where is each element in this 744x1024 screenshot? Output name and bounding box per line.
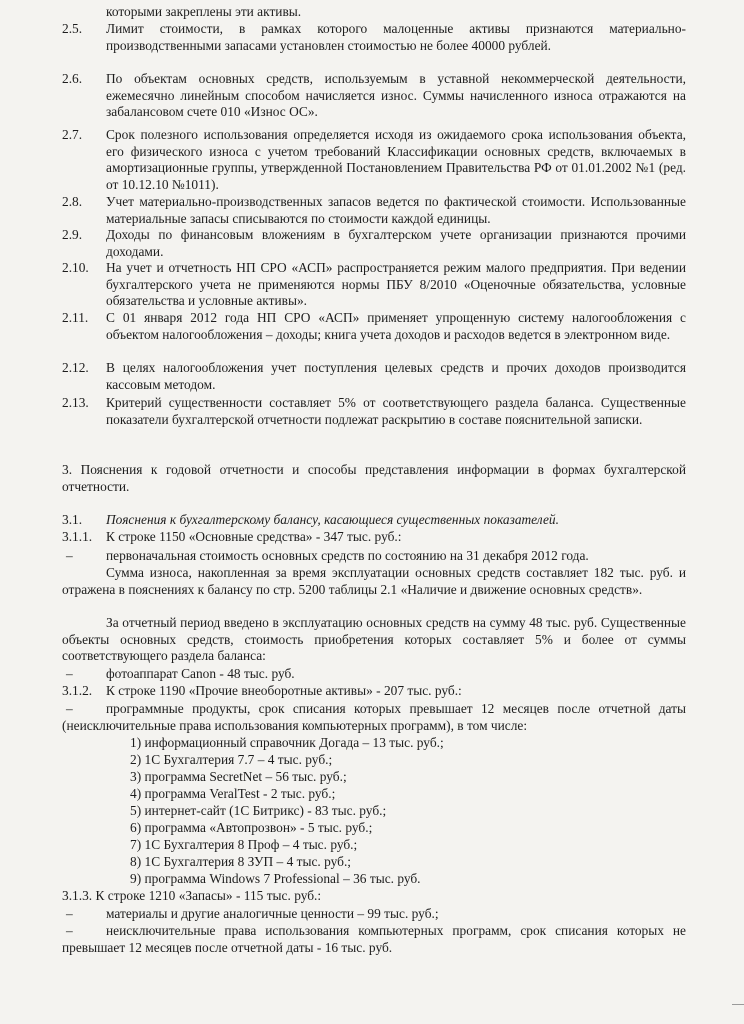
scan-edge-mark xyxy=(732,1004,744,1005)
software-list-item: 8) 1С Бухгалтерия 8 ЗУП – 4 тыс. руб.; xyxy=(130,854,352,869)
item-number: 2.8. xyxy=(62,194,83,209)
software-list-item: 5) интернет-сайт (1С Битрикс) - 83 тыс. руб.; xyxy=(130,803,387,818)
dash-bullet: – xyxy=(66,906,73,921)
section-3-1-3-title: 3.1.3. К строке 1210 «Запасы» - 115 тыс. руб.: xyxy=(62,888,322,903)
item-text: Критерий существенности составляет 5% от соответствующего раздела баланса. Существенные показатели бухгалтерской отчетности подлежат раскрытию в составе пояснительной записки. xyxy=(106,395,686,427)
item-number: 2.12. xyxy=(62,360,89,375)
software-list-item: 1) информационный справочник Догада – 13 тыс. руб.; xyxy=(130,735,444,750)
depreciation-paragraph: Сумма износа, накопленная за время эксплуатации основных средств составляет 182 тыс. руб. и отражена в пояснениях к балансу по стр. 5200 таблицы 2.1 «Наличие и движение основных средств». xyxy=(62,565,686,597)
software-list-item: 3) программа SecretNet – 56 тыс. руб.; xyxy=(130,769,347,784)
software-list-item: 9) программа Windows 7 Professional – 36 тыс. руб. xyxy=(130,871,421,886)
section-3-1-1-title: К строке 1150 «Основные средства» - 347 тыс. руб.: xyxy=(106,529,402,544)
item-number: 3.1. xyxy=(62,512,83,527)
section-3-heading: 3. Пояснения к годовой отчетности и способы представления информации в формах бухгалтерской отчетности. xyxy=(62,462,686,494)
dash-text: материалы и другие аналогичные ценности – 99 тыс. руб.; xyxy=(106,906,439,921)
commissioning-paragraph: За отчетный период введено в эксплуатацию основных средств на сумму 48 тыс. руб. Существенные объекты основных средств, стоимость приобретения которых составляет 5% и более от суммы соответствующего раздела баланса: xyxy=(62,615,686,663)
dash-bullet: – xyxy=(66,923,73,938)
section-3-1-2-title: К строке 1190 «Прочие внеоборотные активы» - 207 тыс. руб.: xyxy=(106,683,462,698)
item-text: Учет материально-производственных запасов ведется по фактической стоимости. Использованные материальные запасы списываются по стоимости каждой единицы. xyxy=(106,194,686,226)
section-3-1-title: Пояснения к бухгалтерскому балансу, касающиеся существенных показателей. xyxy=(106,512,559,527)
item-number: 2.10. xyxy=(62,260,89,275)
software-list-item: 4) программа VeralTest - 2 тыс. руб.; xyxy=(130,786,336,801)
item-number: 2.6. xyxy=(62,71,83,86)
item-text: С 01 января 2012 года НП СРО «АСП» применяет упрощенную систему налогообложения с объектом налогообложения – доходы; книга учета доходов и расходов ведется в электронном виде. xyxy=(106,310,686,342)
software-list-item: 7) 1С Бухгалтерия 8 Проф – 4 тыс. руб.; xyxy=(130,837,358,852)
licenses-paragraph: неисключительные права использования компьютерных программ, срок списания которых не превышает 12 месяцев после отчетной даты - 16 тыс. руб. xyxy=(62,923,686,955)
item-number: 2.7. xyxy=(62,127,83,142)
item-number: 2.13. xyxy=(62,395,89,410)
dash-bullet: – xyxy=(66,666,73,681)
item-text: На учет и отчетность НП СРО «АСП» распространяется режим малого предприятия. При ведении бухгалтерского учета не применяются нормы ПБУ 8/2010 «Оценочные обязательства, условные обязательства и условные активы». xyxy=(106,260,686,308)
software-intro: программные продукты, срок списания которых превышает 12 месяцев после отчетной даты (неисключительные права использования компьютерных программ), в том числе: xyxy=(62,701,686,733)
item-number: 2.11. xyxy=(62,310,89,325)
continuation-line: которыми закреплены эти активы. xyxy=(106,4,302,19)
item-text: Лимит стоимости, в рамках которого малоценные активы признаются материально-производственными запасами установлен стоимостью не более 40000 рублей. xyxy=(106,21,686,53)
item-text: В целях налогообложения учет поступления целевых средств и прочих доходов производится кассовым методом. xyxy=(106,360,686,392)
item-text: Срок полезного использования определяется исходя из ожидаемого срока использования объекта, его физического износа с учетом требований Классификации основных средств, включаемых в амортизационные группы, утвержденной Постановлением Правительства РФ от 01.01.2002 №1 (ред. от 10.12.10 №1011). xyxy=(106,127,686,192)
item-number: 3.1.1. xyxy=(62,529,93,544)
item-text: По объектам основных средств, используемым в уставной некоммерческой деятельности, ежемесячно линейным способом начисляется износ. Суммы начисленного износа отражаются на забалансовом счете 010 «Износ ОС». xyxy=(106,71,686,119)
item-number: 2.5. xyxy=(62,21,83,36)
item-number: 2.9. xyxy=(62,227,83,242)
item-number: 3.1.2. xyxy=(62,683,93,698)
dash-bullet: – xyxy=(66,548,73,563)
dash-text: первоначальная стоимость основных средств по состоянию на 31 декабря 2012 года. xyxy=(106,548,589,563)
dash-text: фотоаппарат Canon - 48 тыс. руб. xyxy=(106,666,295,681)
software-list-item: 2) 1С Бухгалтерия 7.7 – 4 тыс. руб.; xyxy=(130,752,333,767)
item-text: Доходы по финансовым вложениям в бухгалтерском учете организации признаются прочими доходами. xyxy=(106,227,686,259)
dash-bullet: – xyxy=(66,701,73,716)
software-list-item: 6) программа «Автопрозвон» - 5 тыс. руб.; xyxy=(130,820,373,835)
